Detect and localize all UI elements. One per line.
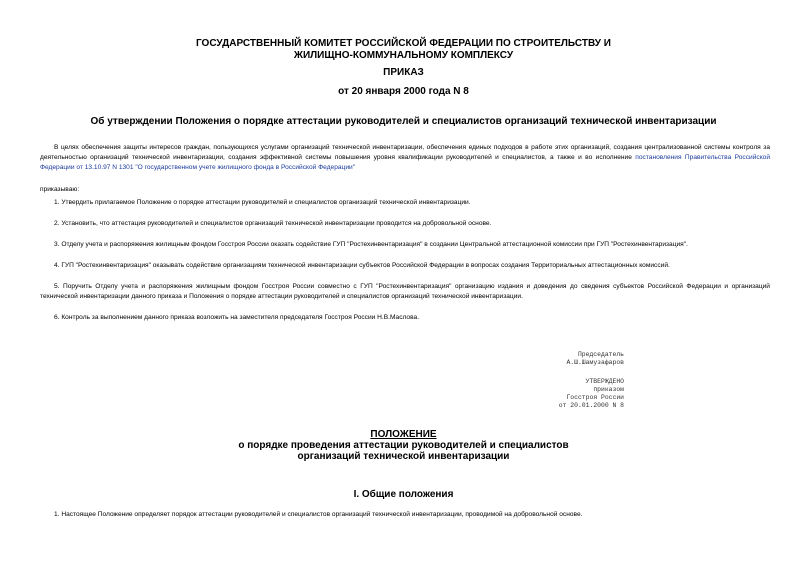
approval-block bbox=[520, 378, 624, 410]
committee-line-1: ГОСУДАРСТВЕННЫЙ КОМИТЕТ РОССИЙСКОЙ ФЕДЕРАЦИИ ПО СТРОИТЕЛЬСТВУ И bbox=[196, 38, 611, 49]
document-title: Об утверждении Положения о порядке аттестации руководителей и специалистов организаций технической инвентаризации bbox=[90, 116, 717, 127]
prikazyvayu: приказываю: bbox=[40, 186, 80, 193]
order-item-1: 1. Утвердить прилагаемое Положение о порядке аттестации руководителей и специалистов организаций технической инвентаризации. bbox=[54, 199, 471, 206]
signature-block bbox=[520, 351, 624, 367]
order-item-6: 6. Контроль за выполнением данного приказа возложить на заместителя председателя Госстроя России Н.В.Маслова. bbox=[54, 314, 420, 321]
regulation-subtitle-1: о порядке проведения аттестации руководителей и специалистов bbox=[238, 440, 569, 451]
approved-line-3: Госстроя России bbox=[566, 394, 624, 401]
order-label: ПРИКАЗ bbox=[383, 67, 424, 78]
order-item-5: 5. Поручить Отделу учета и распоряжения жилищным фондом Госстроя России совместно с ГУП "Ростехинвентаризация" организацию издания и доведения до сведения субъектов Российской Федерации и организаций технической инвентаризации данного приказа и Положения о порядке аттестации руководителей и специалистов организаций технической инвентаризации. bbox=[40, 283, 770, 300]
approved-line-2: приказом bbox=[593, 386, 624, 393]
order-item-3: 3. Отделу учета и распоряжения жилищным фондом Госстроя России оказать содействие ГУП "Ростехинвентаризация" в создании Центральной аттестационной комиссии при ГУП "Ростехинвентаризация". bbox=[54, 241, 688, 248]
section-1-heading: I. Общие положения bbox=[353, 489, 454, 500]
regulation-heading-block bbox=[0, 429, 807, 462]
committee-name bbox=[0, 38, 807, 62]
intro-text: В целях обеспечения защиты интересов граждан, пользующихся услугами организаций технической инвентаризации, обеспечения единых подходов в работе этих организаций, создания централизованной системы контроля за деятельностью организаций технической инвентаризации, создания эффективной системы повышения уровня квалификации руководителей и специалистов, а также и во исполнение bbox=[40, 144, 770, 161]
signature-role: Председатель bbox=[577, 351, 624, 358]
committee-line-2: ЖИЛИЩНО-КОММУНАЛЬНОМУ КОМПЛЕКСУ bbox=[293, 50, 514, 61]
intro-paragraph bbox=[40, 143, 770, 173]
signature-name: А.Ш.Шамузафаров bbox=[566, 359, 624, 366]
section-1-item-1: 1. Настоящее Положение определяет порядок аттестации руководителей и специалистов организаций технической инвентаризации, проводимой на добровольной основе. bbox=[54, 511, 583, 518]
approved-line-1: УТВЕРЖДЕНО bbox=[585, 378, 624, 385]
order-item-4: 4. ГУП "Ростехинвентаризация" оказывать содействие организациям технической инвентаризации субъектов Российской Федерации в вопросах создания Территориальных аттестационных комиссий. bbox=[54, 262, 670, 269]
approved-line-4: от 20.01.2000 N 8 bbox=[558, 402, 624, 409]
order-item-2: 2. Установить, что аттестация руководителей и специалистов организаций технической инвентаризации проводится на добровольной основе. bbox=[54, 220, 492, 227]
order-date: от 20 января 2000 года N 8 bbox=[338, 86, 469, 97]
regulation-subtitle-2: организаций технической инвентаризации bbox=[297, 451, 510, 462]
regulation-heading: ПОЛОЖЕНИЕ bbox=[370, 429, 437, 440]
government-decree-link[interactable]: постановления Правительства Российской Федерации от 13.10.97 N 1301 "О государственном учете жилищного фонда в Российской Федерации" bbox=[40, 154, 770, 171]
